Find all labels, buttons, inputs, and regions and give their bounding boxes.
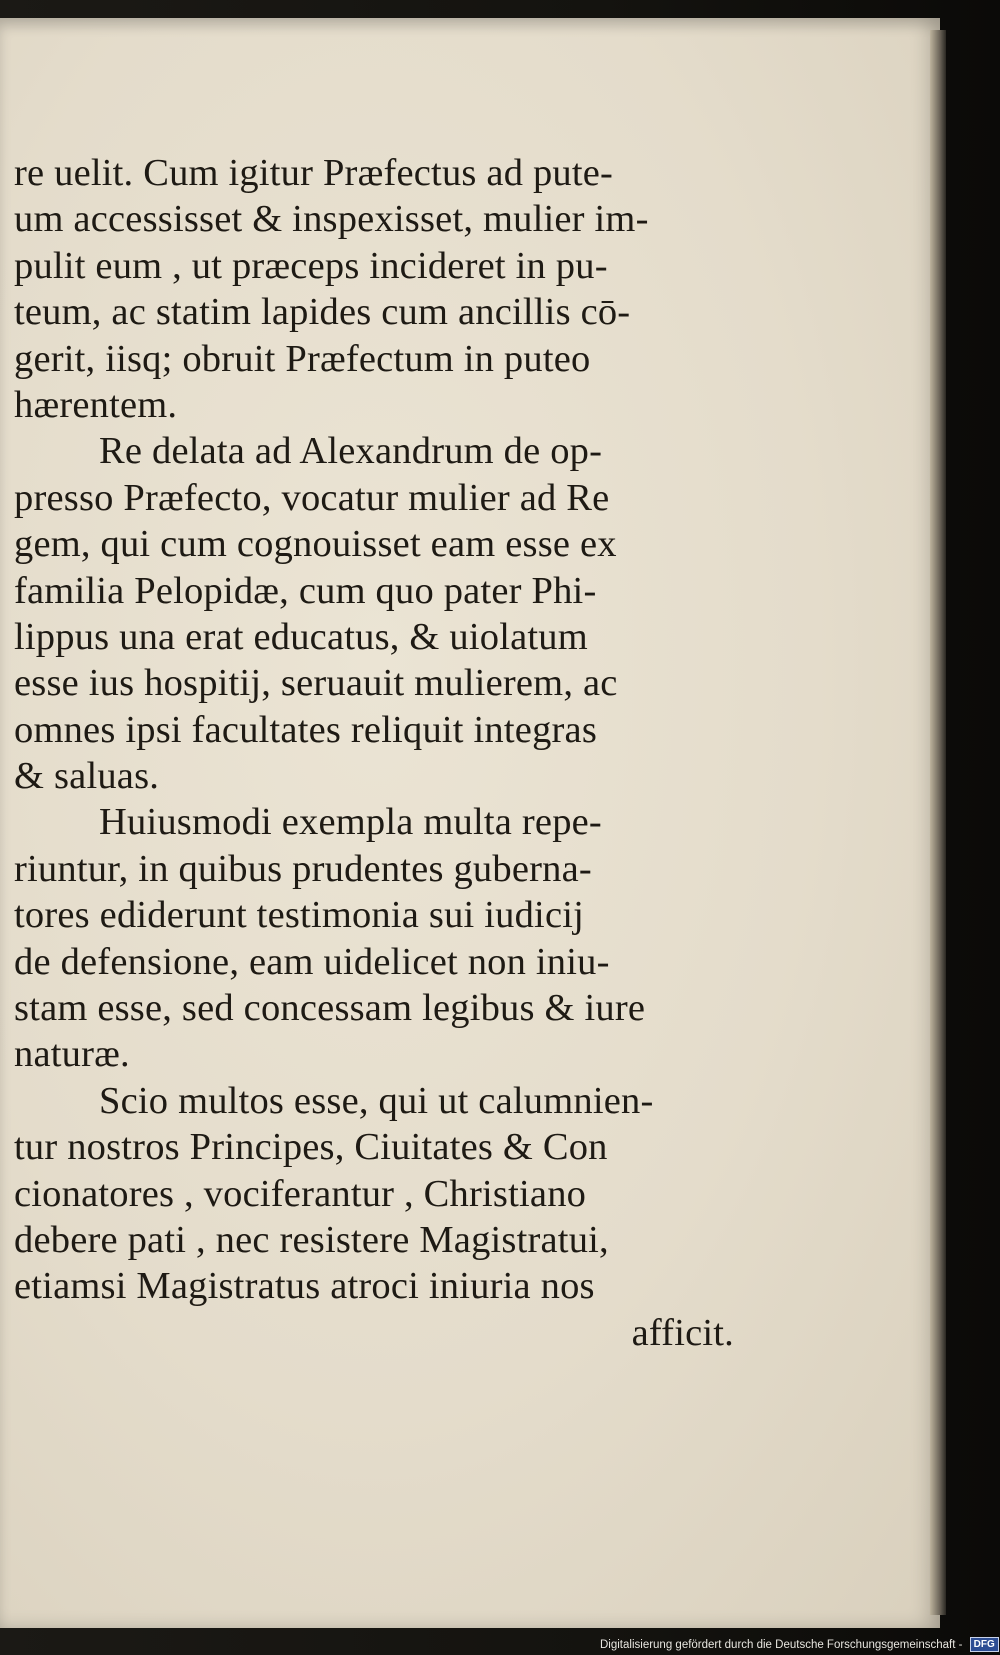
text-line: presso Præfecto, vocatur mulier ad Re <box>14 476 610 519</box>
dfg-logo: DFG <box>970 1637 999 1652</box>
paragraph-start-line: Re delata ad Alexandrum de op- <box>99 430 603 473</box>
text-line: tur nostros Principes, Ciuitates & Con <box>14 1126 608 1169</box>
paragraph-start-line: Scio multos esse, qui ut calumnien- <box>99 1079 654 1122</box>
text-line: tores ediderunt testimonia sui iudicij <box>14 894 585 937</box>
text-line: debere pati , nec resistere Magistratui, <box>14 1218 609 1261</box>
text-line: & saluas. <box>14 755 160 798</box>
text-line: esse ius hospitij, seruauit mulierem, ac <box>14 662 618 705</box>
text-line: gerit, iisq; obruit Præfectum in puteo <box>14 337 591 380</box>
catchword: afficit. <box>631 1311 734 1354</box>
text-line: cionatores , vociferantur , Christiano <box>14 1172 587 1215</box>
paragraph-start-line: Huiusmodi exempla multa repe- <box>99 801 602 844</box>
credit-text: Digitalisierung gefördert durch die Deutsche Forschungsgemeinschaft - <box>600 1639 963 1651</box>
page-text <box>14 150 734 1356</box>
text-line: gem, qui cum cognouisset eam esse ex <box>14 523 617 566</box>
text-line: re uelit. Cum igitur Præfectus ad pute- <box>14 152 614 194</box>
text-line: hærentem. <box>14 383 178 426</box>
page-edge <box>930 30 946 1615</box>
digitization-credit <box>600 1636 1000 1655</box>
text-line: naturæ. <box>14 1033 130 1076</box>
text-line: teum, ac statim lapides cum ancillis cō- <box>14 291 631 334</box>
text-line: omnes ipsi facultates reliquit integras <box>14 708 598 751</box>
text-line: etiamsi Magistratus atroci iniuria nos <box>14 1265 595 1308</box>
text-line: um accessisset & inspexisset, mulier im- <box>14 198 649 241</box>
text-line: familia Pelopidæ, cum quo pater Phi- <box>14 569 597 612</box>
text-line: stam esse, sed concessam legibus & iure <box>14 987 646 1030</box>
text-line: riuntur, in quibus prudentes guberna- <box>14 847 592 890</box>
text-line: de defensione, eam uidelicet non iniu- <box>14 940 610 983</box>
text-line: lippus una erat educatus, & uiolatum <box>14 615 588 658</box>
text-line: pulit eum , ut præceps incideret in pu- <box>14 244 608 287</box>
